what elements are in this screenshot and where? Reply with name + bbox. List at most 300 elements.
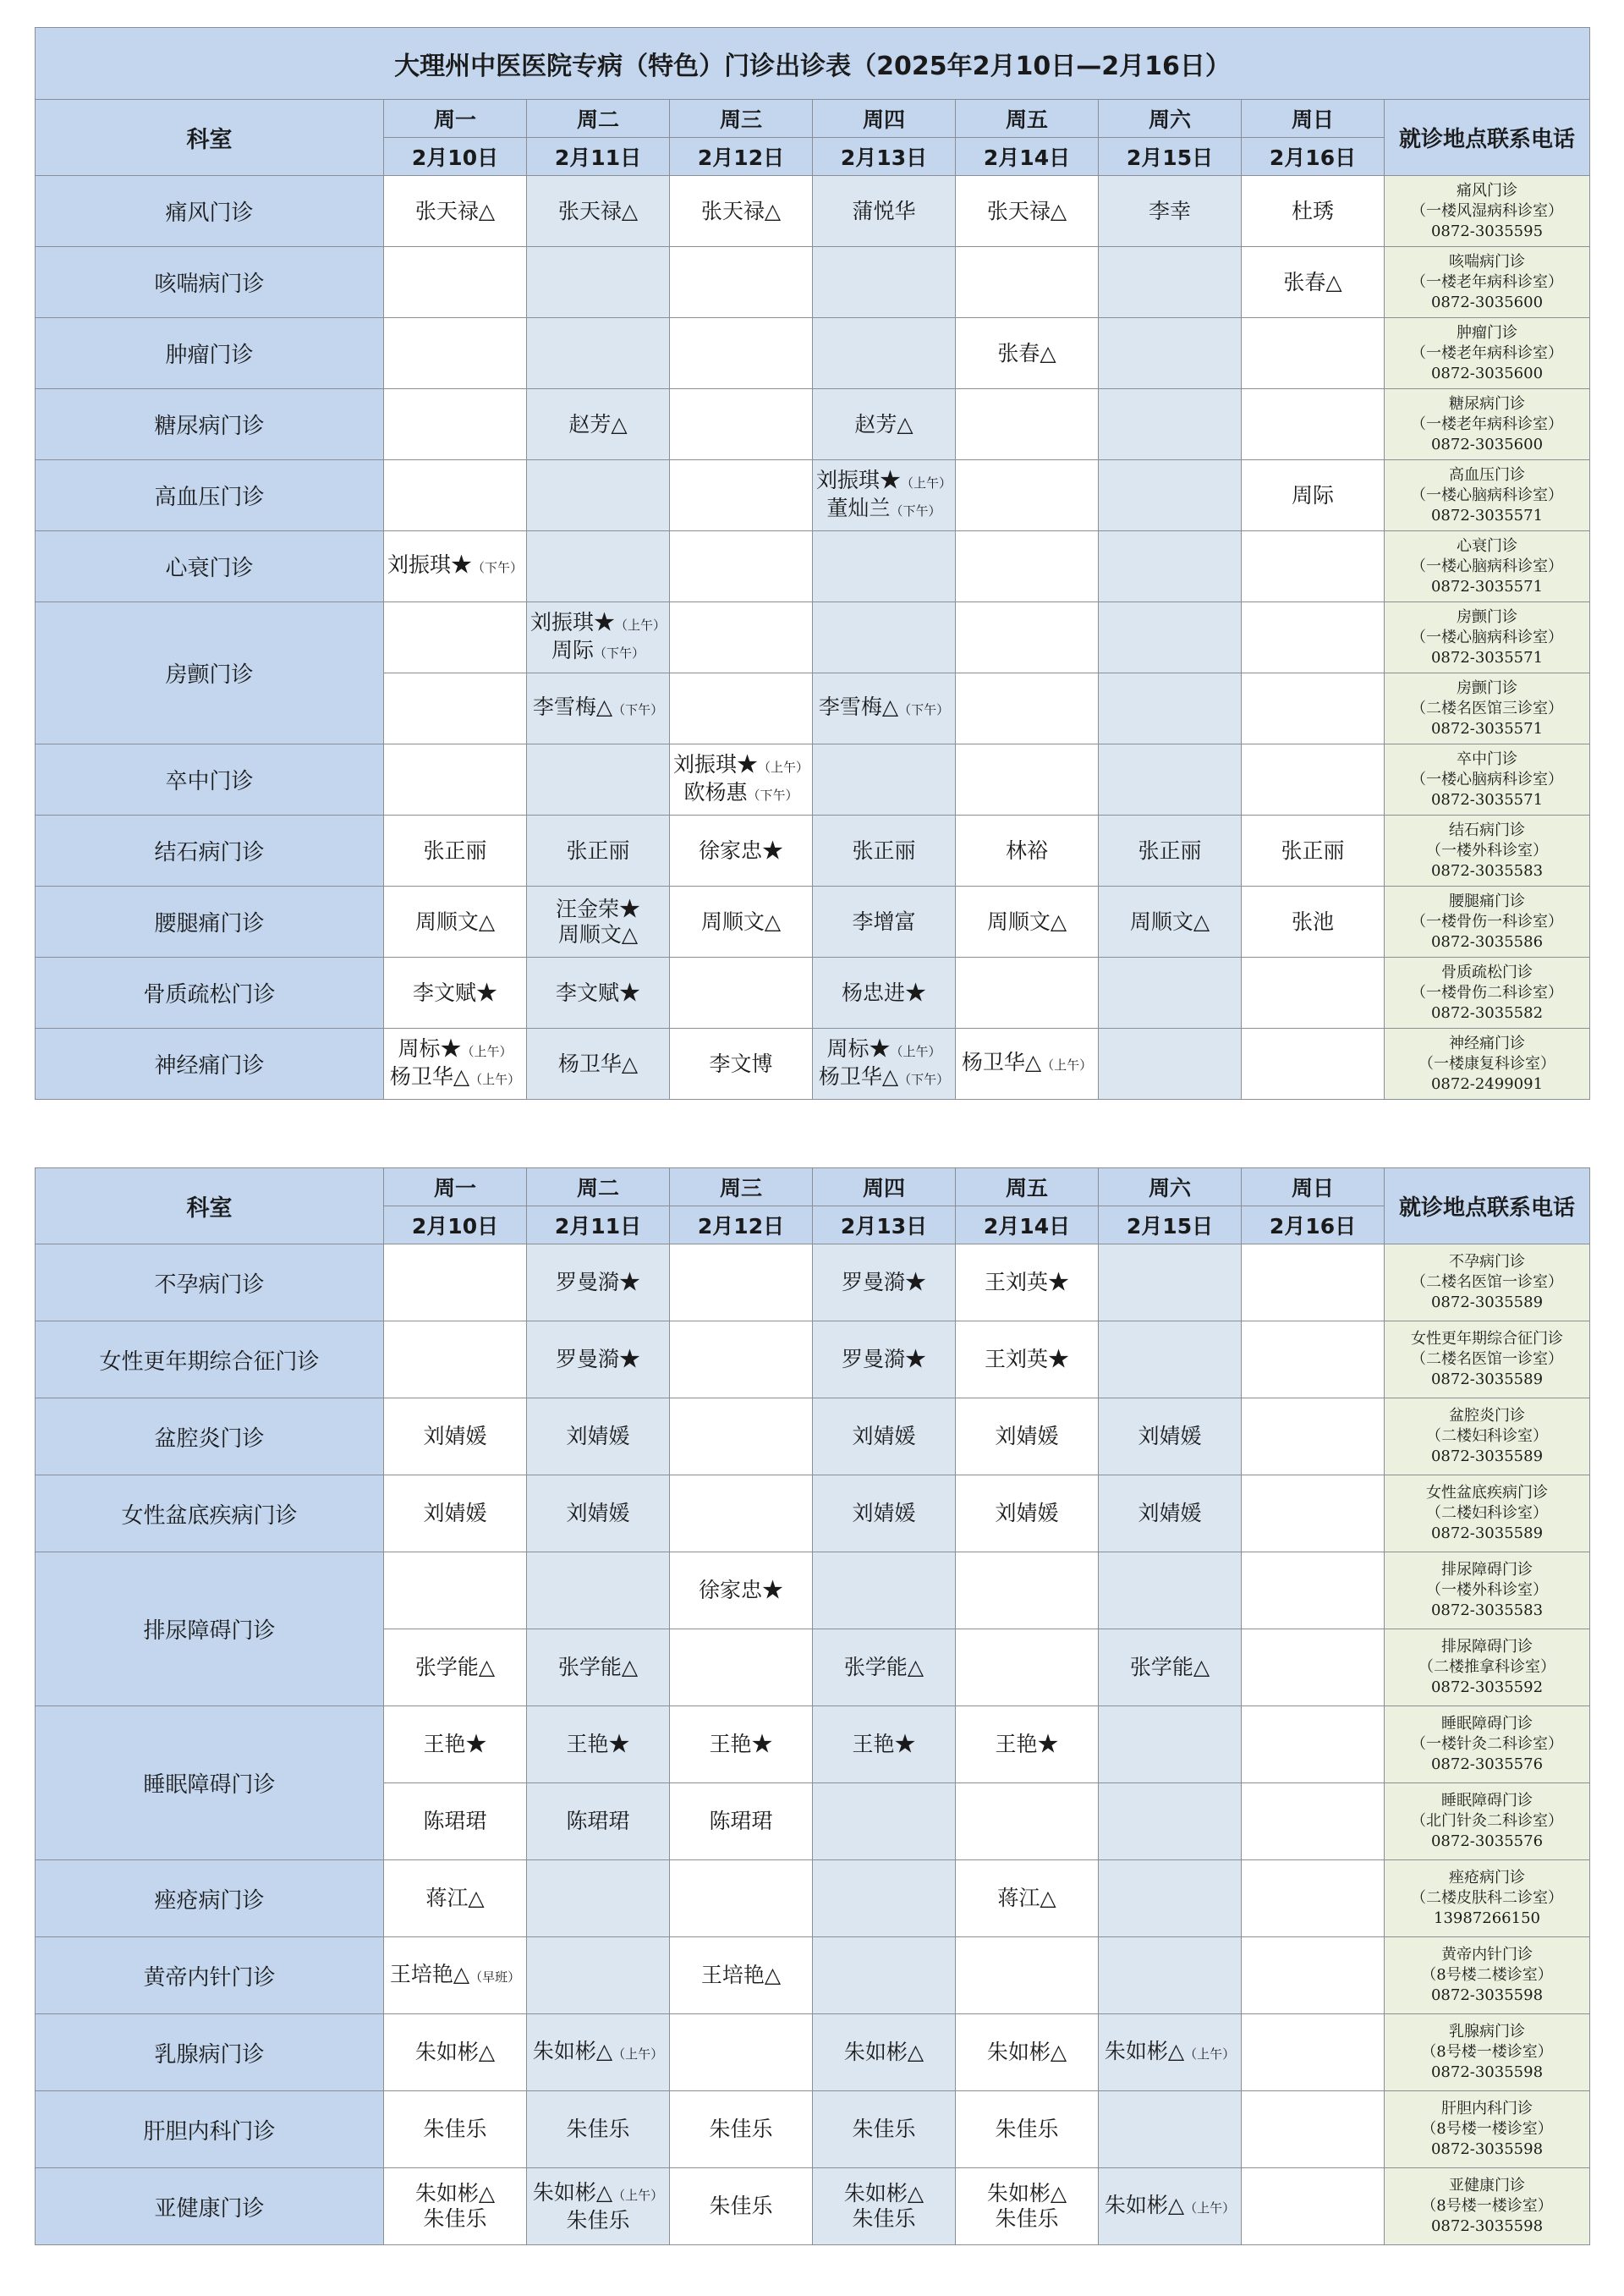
schedule-cell [527, 744, 670, 816]
contact-cell [1385, 1321, 1590, 1398]
schedule-cell [527, 2091, 670, 2168]
dept-header: 科室 [36, 1168, 384, 1244]
session-note: （下午） [594, 645, 645, 661]
schedule-cell [956, 176, 1099, 247]
date-header: 2月12日 [670, 138, 813, 176]
schedule-cell [813, 1244, 956, 1321]
phone-number: 0872-3035576 [1430, 1755, 1544, 1773]
schedule-cell [1099, 176, 1242, 247]
schedule-cell [956, 1029, 1099, 1100]
clinic-location: （8号楼一楼诊室） [1421, 2120, 1553, 2138]
schedule-cell [813, 1706, 956, 1783]
doctor-entry: 张学能△ [414, 1655, 496, 1679]
session-note: （下午） [898, 702, 950, 717]
schedule-cell [1099, 2014, 1242, 2091]
schedule-cell [813, 602, 956, 673]
schedule-cell [956, 2168, 1099, 2245]
schedule-cell [1242, 176, 1385, 247]
doctor-entry: 朱佳乐 [423, 2117, 487, 2141]
doctor-entry: 罗曼漪★ [555, 1270, 640, 1294]
doctor-entry: 陈珺珺 [709, 1809, 773, 1833]
day-header: 周日 [1242, 1168, 1385, 1206]
session-note: （上午） [901, 475, 952, 491]
schedule-cell [1099, 1029, 1242, 1100]
doctor-entry: 刘婧媛 [852, 1424, 916, 1448]
clinic-name: 女性更年期综合征门诊 [1411, 1330, 1563, 1348]
phone-number: 0872-3035571 [1430, 577, 1544, 596]
clinic-location: （一楼老年病科诊室） [1411, 343, 1563, 362]
schedule-cell [813, 958, 956, 1029]
table-row [36, 1398, 1590, 1475]
schedule-cell [813, 1321, 956, 1398]
doctor-name: 欧杨惠 [683, 779, 748, 805]
doctor-entry: 李文博 [709, 1051, 773, 1076]
day-header: 周四 [813, 1168, 956, 1206]
table-row [36, 1552, 1590, 1629]
schedule-cell [670, 744, 813, 816]
date-header: 2月13日 [813, 138, 956, 176]
schedule-cell [1242, 1552, 1385, 1629]
dept-name: 心衰门诊 [36, 531, 384, 602]
dept-name: 骨质疏松门诊 [36, 958, 384, 1029]
contact-cell [1385, 2014, 1590, 2091]
doctor-entry [816, 468, 952, 496]
schedule-cell [527, 1706, 670, 1783]
day-header: 周一 [384, 100, 527, 138]
doctor-entry [959, 1050, 1095, 1078]
schedule-cell [813, 1029, 956, 1100]
clinic-location: （二楼名医馆三诊室） [1411, 699, 1563, 717]
day-header: 周六 [1099, 1168, 1242, 1206]
date-header: 2月14日 [956, 1206, 1099, 1244]
schedule-cell [956, 958, 1099, 1029]
clinic-location: （一楼心脑病科诊室） [1411, 486, 1563, 504]
phone-number: 0872-3035571 [1430, 648, 1544, 667]
schedule-cell [384, 2168, 527, 2245]
schedule-cell [1099, 673, 1242, 744]
schedule-cell [1099, 2091, 1242, 2168]
doctor-entry: 张正丽 [852, 838, 916, 863]
doctor-entry [1102, 2039, 1237, 2067]
clinic-name: 心衰门诊 [1457, 536, 1517, 555]
schedule-cell [1242, 460, 1385, 531]
clinic-name: 乳腺病门诊 [1449, 2023, 1525, 2041]
day-header: 周五 [956, 1168, 1099, 1206]
clinic-name: 睡眠障碍门诊 [1441, 1792, 1533, 1810]
dept-name: 糖尿病门诊 [36, 389, 384, 460]
schedule-cell [813, 816, 956, 887]
contact-cell [1385, 816, 1590, 887]
schedule-cell [813, 1860, 956, 1937]
doctor-entry: 朱如彬△ [843, 2181, 924, 2205]
clinic-location: （一楼老年病科诊室） [1411, 415, 1563, 433]
schedule-cell [670, 673, 813, 744]
dept-name: 亚健康门诊 [36, 2168, 384, 2245]
phone-number: 0872-3035589 [1430, 1447, 1544, 1465]
schedule-cell [384, 1860, 527, 1937]
doctor-entry: 刘婧媛 [1138, 1501, 1202, 1525]
schedule-cell [527, 816, 670, 887]
doctor-entry: 王艳★ [566, 1732, 630, 1756]
schedule-cell [384, 2091, 527, 2168]
schedule-cell [670, 1629, 813, 1706]
schedule-cell [670, 389, 813, 460]
contact-cell [1385, 958, 1590, 1029]
schedule-cell [384, 602, 527, 673]
session-note: （下午） [890, 503, 941, 519]
clinic-location: （二楼名医馆一诊室） [1411, 1350, 1563, 1368]
schedule-cell [813, 673, 956, 744]
clinic-location: （8号楼一楼诊室） [1421, 2197, 1553, 2215]
session-note: （下午） [747, 787, 798, 803]
doctor-entry: 陈珺珺 [423, 1809, 487, 1833]
schedule-cell [670, 1860, 813, 1937]
schedule-cell [1242, 958, 1385, 1029]
doctor-entry: 蒋江△ [425, 1886, 485, 1910]
clinic-name: 睡眠障碍门诊 [1441, 1715, 1533, 1733]
schedule-cell [527, 958, 670, 1029]
schedule-cell [527, 389, 670, 460]
doctor-name: 刘振琪★ [816, 467, 902, 492]
schedule-cell [670, 602, 813, 673]
doctor-entry: 刘婧媛 [995, 1501, 1059, 1525]
schedule-cell [670, 887, 813, 958]
doctor-entry: 王艳★ [709, 1732, 773, 1756]
schedule-cell [813, 460, 956, 531]
doctor-entry: 李幸 [1148, 198, 1191, 223]
phone-number: 0872-3035598 [1430, 2063, 1544, 2081]
contact-cell [1385, 1706, 1590, 1783]
clinic-name: 结石病门诊 [1449, 821, 1525, 839]
clinic-location: （二楼皮肤科二诊室） [1411, 1889, 1563, 1907]
schedule-cell [527, 1244, 670, 1321]
doctor-name: 董灿兰 [826, 495, 891, 520]
doctor-entry: 张春△ [1283, 269, 1342, 294]
doctor-name: 朱如彬△ [532, 2038, 613, 2063]
doctor-entry: 王艳★ [852, 1732, 916, 1756]
dept-name: 乳腺病门诊 [36, 2014, 384, 2091]
schedule-cell [384, 389, 527, 460]
session-note: （上午） [890, 1043, 941, 1059]
doctor-entry: 周顺文△ [414, 909, 496, 934]
clinic-name: 肝胆内科门诊 [1441, 2100, 1533, 2117]
doctor-name: 杨卫华△ [961, 1050, 1042, 1074]
phone-number: 13987266150 [1434, 1909, 1540, 1927]
schedule-cell [1099, 602, 1242, 673]
doctor-entry: 蒲悦华 [852, 198, 916, 223]
session-note: （早班） [469, 1969, 521, 1985]
phone-number: 0872-3035586 [1430, 932, 1544, 951]
doctor-entry: 刘婧媛 [852, 1501, 916, 1525]
table-row [36, 1937, 1590, 2014]
schedule-cell [527, 1398, 670, 1475]
schedule-cell [1242, 1860, 1385, 1937]
doctor-name: 朱如彬△ [532, 2179, 613, 2205]
doctor-name: 刘振琪★ [530, 609, 616, 634]
schedule-cell [384, 1475, 527, 1552]
doctor-entry: 朱佳乐 [566, 2117, 630, 2141]
schedule-cell [1242, 247, 1385, 318]
dept-name: 腰腿痛门诊 [36, 887, 384, 958]
schedule-cell [1099, 1552, 1242, 1629]
doctor-entry: 张天禄△ [986, 198, 1067, 223]
phone-number: 0872-3035576 [1430, 1832, 1544, 1850]
schedule-cell [670, 531, 813, 602]
doctor-entry: 杜琇 [1291, 198, 1334, 223]
clinic-name: 腰腿痛门诊 [1449, 892, 1525, 910]
schedule-cell [384, 673, 527, 744]
phone-number: 0872-3035583 [1430, 1601, 1544, 1619]
phone-number: 0872-3035592 [1430, 1678, 1544, 1696]
table-row [36, 958, 1590, 1029]
clinic-location: （二楼推拿科诊室） [1418, 1658, 1555, 1676]
doctor-entry: 王刘英★ [984, 1347, 1069, 1371]
doctor-entry: 朱佳乐 [995, 2206, 1059, 2231]
session-note: （上午） [1184, 2046, 1236, 2062]
schedule-cell [956, 1398, 1099, 1475]
schedule-cell [670, 460, 813, 531]
schedule-cell [1242, 1321, 1385, 1398]
day-header: 周五 [956, 100, 1099, 138]
schedule-cell [1099, 460, 1242, 531]
schedule-cell [670, 176, 813, 247]
doctor-entry: 朱如彬△ [843, 2040, 924, 2064]
schedule-cell [1099, 1629, 1242, 1706]
schedule-cell [1242, 2014, 1385, 2091]
schedule-cell [527, 1937, 670, 2014]
clinic-location: （一楼风湿病科诊室） [1411, 201, 1563, 220]
clinic-name: 黄帝内针门诊 [1441, 1946, 1533, 1964]
dept-name: 房颤门诊 [36, 602, 384, 744]
clinic-location: （一楼老年病科诊室） [1411, 272, 1563, 291]
session-note: （下午） [472, 560, 524, 575]
schedule-cell [670, 2168, 813, 2245]
schedule-cell [384, 1552, 527, 1629]
date-header: 2月15日 [1099, 1206, 1242, 1244]
schedule-cell [956, 887, 1099, 958]
clinic-name: 女性盆底疾病门诊 [1426, 1484, 1548, 1502]
doctor-entry [816, 496, 952, 524]
doctor-entry: 张正丽 [566, 838, 630, 863]
contact-cell [1385, 1552, 1590, 1629]
schedule-cell [813, 744, 956, 816]
dept-name: 卒中门诊 [36, 744, 384, 816]
contact-cell [1385, 389, 1590, 460]
doctor-name: 刘振琪★ [673, 751, 759, 777]
phone-number: 0872-3035600 [1430, 293, 1544, 311]
doctor-entry: 罗曼漪★ [555, 1347, 640, 1371]
schedule-cell [956, 744, 1099, 816]
schedule-cell [1099, 531, 1242, 602]
doctor-entry: 罗曼漪★ [841, 1270, 926, 1294]
schedule-cell [956, 2014, 1099, 2091]
schedule-cell [956, 531, 1099, 602]
schedule-cell [527, 1321, 670, 1398]
contact-cell [1385, 1629, 1590, 1706]
doctor-entry: 张春△ [997, 340, 1056, 365]
doctor-entry: 杨忠进★ [841, 980, 926, 1005]
schedule-cell [527, 1475, 670, 1552]
schedule-cell [956, 816, 1099, 887]
doctor-entry: 朱佳乐 [709, 2194, 773, 2218]
session-note: （上午） [758, 759, 809, 775]
clinic-name: 亚健康门诊 [1449, 2177, 1525, 2194]
schedule-cell [813, 247, 956, 318]
doctor-name: 周标★ [826, 1035, 891, 1061]
schedule-cell [384, 531, 527, 602]
phone-number: 0872-3035589 [1430, 1524, 1544, 1542]
clinic-name: 房颤门诊 [1457, 607, 1517, 626]
schedule-cell [813, 318, 956, 389]
clinic-location: （二楼妇科诊室） [1426, 1427, 1548, 1445]
schedule-cell [670, 2014, 813, 2091]
schedule-cell [384, 1937, 527, 2014]
date-header: 2月15日 [1099, 138, 1242, 176]
contact-cell [1385, 1244, 1590, 1321]
schedule-cell [1242, 531, 1385, 602]
schedule-cell [527, 176, 670, 247]
schedule-cell [1099, 1321, 1242, 1398]
phone-number: 0872-3035589 [1430, 1370, 1544, 1388]
schedule-cell [1242, 1629, 1385, 1706]
schedule-cell [670, 1552, 813, 1629]
table-row [36, 389, 1590, 460]
table-row [36, 1321, 1590, 1398]
schedule-cell [956, 1552, 1099, 1629]
date-header: 2月11日 [527, 138, 670, 176]
schedule-cell [384, 1321, 527, 1398]
schedule-cell [670, 1029, 813, 1100]
dept-name: 咳喘病门诊 [36, 247, 384, 318]
day-header: 周一 [384, 1168, 527, 1206]
schedule-table-2 [35, 1167, 1590, 2245]
schedule-cell [813, 2014, 956, 2091]
schedule-cell [1099, 1244, 1242, 1321]
schedule-cell [670, 1706, 813, 1783]
schedule-cell [1099, 1398, 1242, 1475]
table-row [36, 1475, 1590, 1552]
schedule-cell [1099, 816, 1242, 887]
doctor-entry: 张池 [1291, 909, 1334, 934]
doctor-entry: 王培艳△ [700, 1963, 782, 1987]
schedule-cell [670, 318, 813, 389]
clinic-name: 高血压门诊 [1449, 465, 1525, 484]
doctor-entry [530, 610, 666, 638]
schedule-cell [384, 887, 527, 958]
phone-number: 0872-3035589 [1430, 1294, 1544, 1311]
schedule-cell [384, 1783, 527, 1860]
schedule-cell [1242, 1029, 1385, 1100]
clinic-name: 肿瘤门诊 [1457, 323, 1517, 342]
doctor-entry: 朱如彬△ [986, 2181, 1067, 2205]
schedule-cell [956, 1706, 1099, 1783]
contact-cell [1385, 1783, 1590, 1860]
schedule-cell [670, 1475, 813, 1552]
dept-name: 结石病门诊 [36, 816, 384, 887]
doctor-name: 周际 [551, 637, 594, 662]
doctor-entry: 刘婧媛 [423, 1501, 487, 1525]
table-row [36, 1029, 1590, 1100]
page-title: 大理州中医医院专病（特色）门诊出诊表（2025年2月10日—2月16日） [36, 28, 1590, 100]
schedule-cell [813, 1937, 956, 2014]
schedule-body [36, 176, 1590, 1100]
schedule-cell [1099, 247, 1242, 318]
clinic-location: （二楼名医馆一诊室） [1411, 1273, 1563, 1291]
schedule-cell [1242, 744, 1385, 816]
day-header: 周三 [670, 100, 813, 138]
table-row [36, 318, 1590, 389]
day-header: 周日 [1242, 100, 1385, 138]
dept-name: 痤疮病门诊 [36, 1860, 384, 1937]
clinic-location: （8号楼一楼诊室） [1421, 2043, 1553, 2061]
clinic-name: 糖尿病门诊 [1449, 394, 1525, 413]
doctor-name: 李雪梅△ [818, 695, 899, 719]
schedule-cell [527, 1629, 670, 1706]
doctor-entry: 李增富 [852, 909, 916, 934]
clinic-name: 骨质疏松门诊 [1441, 963, 1533, 981]
clinic-name: 排尿障碍门诊 [1441, 1561, 1533, 1579]
contact-cell [1385, 1860, 1590, 1937]
dept-name: 女性盆底疾病门诊 [36, 1475, 384, 1552]
doctor-entry [816, 695, 952, 722]
date-header: 2月13日 [813, 1206, 956, 1244]
schedule-cell [1242, 1706, 1385, 1783]
doctor-name: 李雪梅△ [532, 695, 613, 719]
table-row [36, 531, 1590, 602]
schedule-cell [527, 2014, 670, 2091]
clinic-location: （一楼针灸二科诊室） [1411, 1735, 1563, 1753]
schedule-cell [956, 1475, 1099, 1552]
dept-name: 盆腔炎门诊 [36, 1398, 384, 1475]
doctor-entry: 王艳★ [995, 1732, 1059, 1756]
doctor-entry: 林裕 [1005, 838, 1048, 863]
schedule-cell [956, 318, 1099, 389]
schedule-cell [956, 602, 1099, 673]
date-header: 2月16日 [1242, 1206, 1385, 1244]
table-row [36, 460, 1590, 531]
table-row [36, 247, 1590, 318]
schedule-cell [384, 1706, 527, 1783]
day-header: 周四 [813, 100, 956, 138]
table-row [36, 176, 1590, 247]
schedule-cell [1242, 602, 1385, 673]
phone-number: 0872-3035583 [1430, 861, 1544, 880]
phone-number: 0872-3035582 [1430, 1003, 1544, 1022]
clinic-location: （一楼骨伤一科诊室） [1411, 912, 1563, 931]
clinic-location: （一楼心脑病科诊室） [1411, 628, 1563, 646]
phone-number: 0872-3035595 [1430, 222, 1544, 240]
clinic-location: （二楼妇科诊室） [1426, 1504, 1548, 1522]
contact-cell [1385, 744, 1590, 816]
contact-cell [1385, 2168, 1590, 2245]
schedule-cell [670, 1398, 813, 1475]
schedule-cell [1242, 1475, 1385, 1552]
doctor-entry [387, 1036, 523, 1064]
schedule-cell [670, 247, 813, 318]
schedule-cell [527, 531, 670, 602]
dept-name: 高血压门诊 [36, 460, 384, 531]
session-note: （上午） [469, 1071, 521, 1087]
doctor-entry: 张正丽 [1281, 838, 1345, 863]
schedule-cell [813, 1783, 956, 1860]
schedule-cell [813, 176, 956, 247]
schedule-cell [1242, 1244, 1385, 1321]
schedule-cell [813, 1552, 956, 1629]
dept-name: 肿瘤门诊 [36, 318, 384, 389]
schedule-cell [384, 1629, 527, 1706]
schedule-cell [527, 2168, 670, 2245]
phone-number: 0872-3035571 [1430, 719, 1544, 738]
